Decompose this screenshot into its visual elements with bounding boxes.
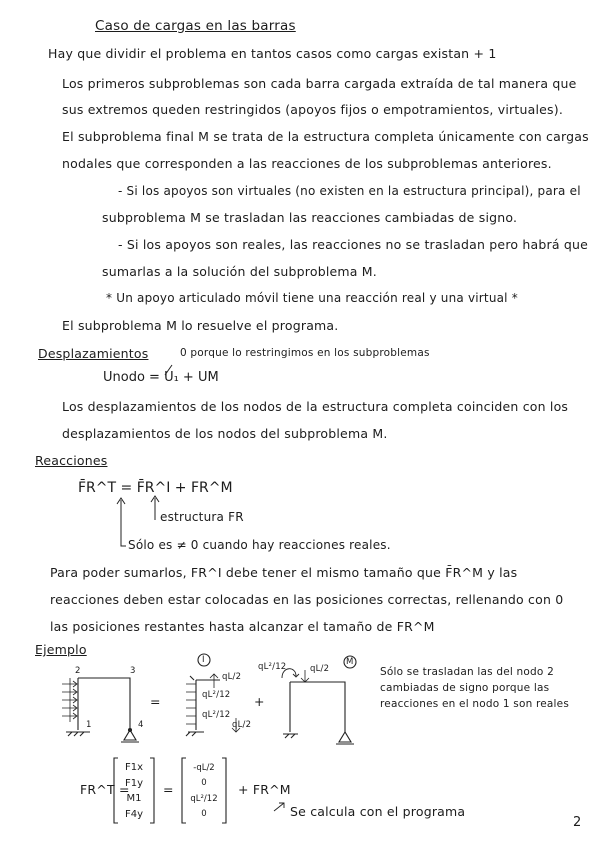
- plus-sign: +: [254, 694, 265, 709]
- matrix-right-a: -qL/2: [193, 762, 215, 773]
- reacciones-text-2: reacciones deben estar colocadas en las posiciones correctas, rellenando con 0: [50, 592, 564, 607]
- case-m-label: M: [346, 657, 354, 667]
- ejemplo-heading: Ejemplo: [35, 642, 87, 657]
- matrix-right-d: 0: [201, 809, 207, 820]
- frame-original: [62, 678, 139, 742]
- matrix-lhs: FR^T =: [80, 782, 130, 797]
- reacciones-formula: F̄R^T = F̄R^I + FR^M: [78, 480, 233, 496]
- bullet-1-line-b: subproblema M se trasladan las reacciones cambiadas de signo.: [102, 210, 518, 225]
- matrix-right-vector: [186, 760, 222, 822]
- desplazamientos-text-2: desplazamientos de los nodos del subproblema M.: [62, 426, 388, 441]
- desplazamientos-annotation: 0 porque lo restringimos en los subproblemas: [180, 347, 430, 359]
- note-line: * Un apoyo articulado móvil tiene una reacción real y una virtual *: [106, 291, 518, 305]
- case-i-label: I: [202, 655, 205, 665]
- load-ql212-b: qL²/12: [202, 710, 231, 720]
- page-title: Caso de cargas en las barras: [95, 18, 296, 34]
- equals-sign: =: [150, 694, 161, 709]
- intro-line-5: nodales que corresponden a las reacciones de los subproblemas anteriores.: [62, 156, 552, 171]
- bullet-2-line-a: - Si los apoyos son reales, las reacciones no se trasladan pero habrá que: [118, 237, 589, 252]
- matrix-right-b: 0: [201, 778, 207, 789]
- bullet-1-line-a: - Si los apoyos son virtuales (no existen en la estructura principal), para el: [118, 184, 581, 198]
- reacciones-text-3: las posiciones restantes hasta alcanzar el tamaño de FR^M: [50, 619, 435, 634]
- load-ql2-bottom: qL/2: [232, 720, 252, 730]
- example-note-3: reacciones en el nodo 1 son reales: [380, 698, 569, 710]
- node-2-label: 2: [75, 666, 81, 676]
- label-estructura: estructura FR: [160, 510, 244, 524]
- reacciones-heading: Reacciones: [35, 453, 108, 468]
- load-ql212-a: qL²/12: [202, 690, 231, 700]
- label-solo: Sólo es ≠ 0 cuando hay reacciones reales.: [128, 538, 391, 552]
- node-4-label: 4: [138, 720, 144, 730]
- reacciones-text-1: Para poder sumarlos, FR^I debe tener el mismo tamaño que F̄R^M y las: [50, 565, 518, 580]
- matrix-plus-term: + FR^M: [238, 782, 291, 797]
- page-number: 2: [573, 815, 582, 830]
- intro-line-2: Los primeros subproblemas son cada barra cargada extraída de tal manera que: [62, 76, 577, 91]
- intro-line-3: sus extremos queden restringidos (apoyos fijos o empotramientos, virtuales).: [62, 102, 563, 117]
- intro-line-1: Hay que dividir el problema en tantos casos como cargas existan + 1: [48, 46, 497, 61]
- solo-arrow: [121, 500, 126, 546]
- matrix-left-f4y: F4y: [124, 808, 144, 820]
- matrix-left-f1x: F1x: [124, 762, 144, 774]
- calc-note: Se calcula con el programa: [290, 804, 466, 819]
- final-line: El subproblema M lo resuelve el programa.: [62, 318, 339, 333]
- node-3-label: 3: [130, 666, 136, 676]
- load-ql2-top: qL/2: [222, 672, 242, 682]
- annotation-arrow: [165, 365, 172, 375]
- intro-line-4: El subproblema final M se trata de la estructura completa únicamente con cargas: [62, 129, 589, 144]
- matrix-left-vector: [118, 760, 150, 822]
- desplazamientos-heading: Desplazamientos: [38, 346, 149, 361]
- matrix-right-c: qL²/12: [190, 793, 218, 804]
- matrix-left-m1: M1: [126, 793, 142, 805]
- matrix-left-f1y: F1y: [124, 777, 144, 789]
- example-note-2: cambiadas de signo porque las: [380, 682, 550, 694]
- example-note-1: Sólo se trasladan las del nodo 2: [380, 666, 554, 678]
- load-ql2-m: qL/2: [310, 664, 330, 674]
- matrix-equals: =: [163, 782, 174, 797]
- bullet-2-line-b: sumarlas a la solución del subproblema M.: [102, 264, 377, 279]
- desplazamientos-formula: Unodo = U₁ + UM: [103, 370, 219, 385]
- node-1-label: 1: [86, 720, 92, 730]
- load-ql212-m: qL²/12: [258, 662, 287, 672]
- desplazamientos-text-1: Los desplazamientos de los nodos de la estructura completa coinciden con los: [62, 399, 569, 414]
